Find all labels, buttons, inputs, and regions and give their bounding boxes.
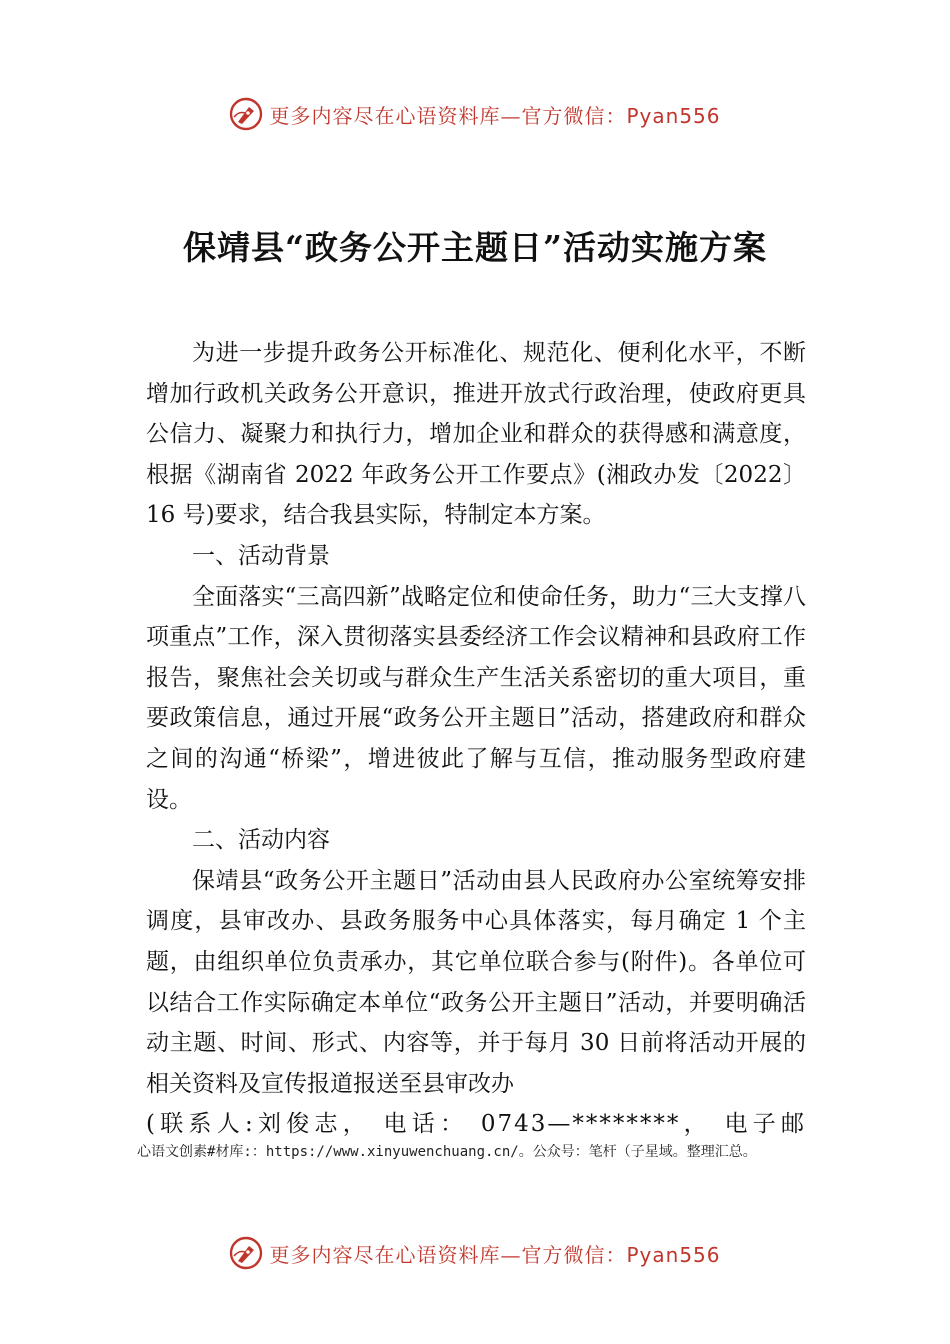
- contact-line: (联系人:刘俊志， 电话： 0743—********， 电子邮: [146, 1111, 806, 1138]
- header-banner: [0, 94, 950, 134]
- background-paragraph: 全面落实“三高四新”战略定位和使命任务，助力“三大支撑八项重点”工作，深入贯彻落实县委经济工作会议精神和县政府工作报告，聚焦社会关切或与群众生产生活关系密切的重大项目，重要政策信息，通过开展“政务公开主题日”活动，搭建政府和群众之间的沟通“桥梁”，增进彼此了解与互信，推动服务型政府建设。: [146, 583, 806, 813]
- source-footnote: 心语文创素#材库:：https://www.xinyuwenchuang.cn/。公众号：笔杆（子星域。整理汇总。: [137, 1144, 757, 1160]
- document-body: [146, 333, 806, 1145]
- document-title: 保靖县“政务公开主题日”活动实施方案: [183, 228, 767, 267]
- pen-nib-logo-icon: [229, 97, 263, 131]
- content-paragraph: 保靖县“政务公开主题日”活动由县人民政府办公室统筹安排调度，县审改办、县政务服务中心具体落实，每月确定 1 个主题，由组织单位负责承办，其它单位联合参与(附件)。各单位可以结合工作实际确定本单位“政务公开主题日”活动，并要明确活动主题、时间、形式、内容等，并于每月 30 日前将活动开展的相关资料及宣传报道报送至县审改办: [146, 867, 806, 1097]
- wechat-id: Pyan556: [626, 103, 721, 128]
- section-heading-background: 一、活动背景: [192, 542, 330, 569]
- banner-text: 更多内容尽在心语资料库—官方微信：Pyan556: [269, 1242, 721, 1267]
- banner-text: 更多内容尽在心语资料库—官方微信：Pyan556: [269, 103, 721, 128]
- pen-nib-logo-icon: [229, 1236, 263, 1270]
- wechat-id: Pyan556: [626, 1242, 721, 1267]
- section-heading-content: 二、活动内容: [192, 827, 330, 854]
- intro-paragraph: 为进一步提升政务公开标准化、规范化、便利化水平，不断增加行政机关政务公开意识，推进开放式行政治理，使政府更具公信力、凝聚力和执行力，增加企业和群众的获得感和满意度，根据《湖南省 2022 年政务公开工作要点》(湘政办发〔2022〕16 号)要求，结合我县实际，特制定本方案。: [146, 340, 806, 529]
- footer-banner: [0, 1233, 950, 1273]
